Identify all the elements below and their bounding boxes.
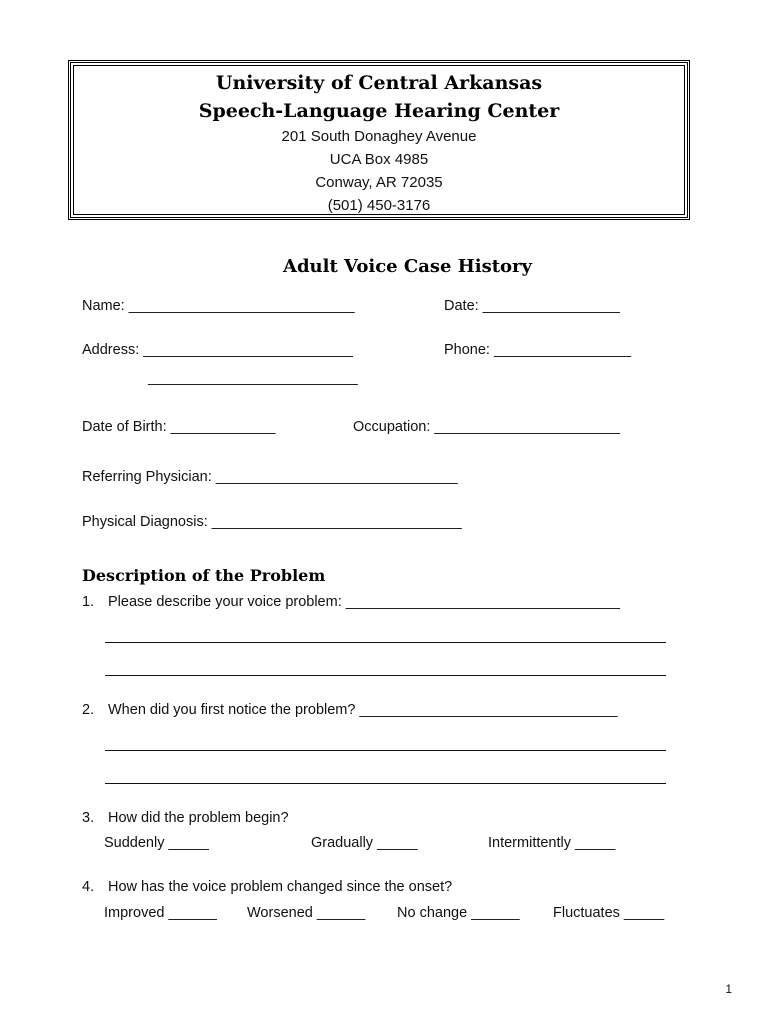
section-title: Description of the Problem [82,566,326,585]
option-no-change[interactable]: No change ______ [397,905,520,921]
center-name: Speech-Language Hearing Center [198,100,560,122]
question-1[interactable] [82,594,620,610]
address-field[interactable]: Address: __________________________ [82,342,353,358]
option-fluctuates[interactable]: Fluctuates _____ [553,905,665,921]
center-phone: (501) 450-3176 [327,197,431,214]
question-text: Please describe your voice problem: __________________________________ [108,594,620,610]
question-number: 4. [82,879,95,895]
po-box: UCA Box 4985 [329,151,429,168]
question-number: 1. [82,594,95,610]
question-3 [82,810,289,826]
name-field[interactable]: Name: ____________________________ [82,298,355,314]
answer-line[interactable] [105,642,666,643]
page-number: 1 [725,982,732,996]
letterhead-box [68,60,690,220]
question-text: How has the voice problem changed since the onset? [108,879,453,895]
question-4 [82,879,452,895]
answer-line[interactable] [105,675,666,676]
phone-field[interactable]: Phone: _________________ [444,342,632,358]
date-field[interactable]: Date: _________________ [444,298,620,314]
question-text: How did the problem begin? [108,810,289,826]
occupation-field[interactable]: Occupation: _______________________ [353,419,620,435]
option-improved[interactable]: Improved ______ [104,905,217,921]
date-of-birth-field[interactable]: Date of Birth: _____________ [82,419,276,435]
document-title: Adult Voice Case History [283,256,532,277]
option-gradually[interactable]: Gradually _____ [311,835,418,851]
answer-line[interactable] [105,783,666,784]
option-intermittently[interactable]: Intermittently _____ [488,835,616,851]
city-state-zip: Conway, AR 72035 [315,174,443,191]
answer-line[interactable] [105,750,666,751]
question-text: When did you first notice the problem? ________________________________ [108,702,618,718]
option-worsened[interactable]: Worsened ______ [247,905,366,921]
question-number: 2. [82,702,95,718]
street-address: 201 South Donaghey Avenue [281,128,477,145]
option-suddenly[interactable]: Suddenly _____ [104,835,209,851]
question-number: 3. [82,810,95,826]
address-line-2[interactable]: __________________________ [148,370,358,386]
university-name: University of Central Arkansas [215,72,543,94]
question-2[interactable] [82,702,618,718]
physical-diagnosis-field[interactable]: Physical Diagnosis: _______________________________ [82,514,462,530]
referring-physician-field[interactable]: Referring Physician: ______________________________ [82,469,458,485]
